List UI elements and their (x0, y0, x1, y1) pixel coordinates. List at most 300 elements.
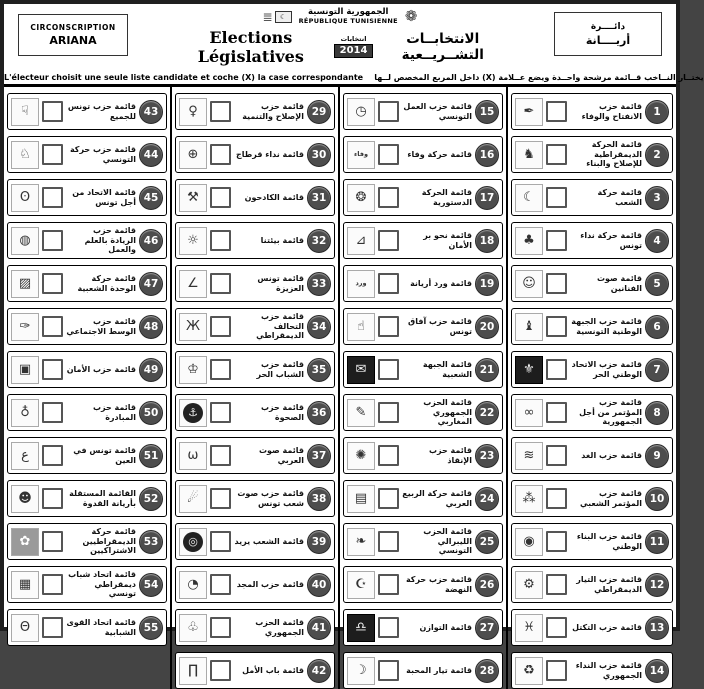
crescent-bird-icon: ☪ (347, 571, 375, 599)
vote-checkbox[interactable] (378, 187, 399, 208)
bird-circle-icon: ✺ (347, 442, 375, 470)
list-name: قائمة حزب صوت شعب تونس (237, 488, 304, 508)
candidate-list-row (7, 179, 167, 216)
list-number-badge: 54 (139, 573, 163, 597)
vote-checkbox[interactable] (378, 617, 399, 638)
bird-emblem-icon: ❂ (347, 184, 375, 212)
list-name: قائمة حزب الأمان (66, 364, 136, 374)
globe-hand-icon: ⊕ (179, 141, 207, 169)
candidate-list-row (511, 93, 673, 130)
voting-instruction (4, 73, 704, 82)
rose-calligraphy-icon: ورد (347, 270, 375, 298)
candidate-list-row (175, 437, 335, 474)
circonscription-name: ARIANA (49, 34, 97, 47)
candidate-list-row (511, 265, 673, 302)
list-name: قائمة حزب حركة التونسي (69, 144, 136, 164)
list-number-badge: 28 (475, 659, 499, 683)
list-name: قائمة الحركة الدستورية (421, 187, 472, 207)
candidate-list-row (7, 351, 167, 388)
candidate-list-row (511, 652, 673, 689)
vote-checkbox[interactable] (378, 144, 399, 165)
list-number-badge: 37 (307, 444, 331, 468)
vote-checkbox[interactable] (210, 488, 231, 509)
list-name: قائمة باب الأمل (242, 665, 304, 675)
republic-title-fr: RÉPUBLIQUE TUNISIENNE (298, 16, 398, 25)
vote-checkbox[interactable] (210, 144, 231, 165)
list-name: قائمة الحزب الجمهوري المغاربي (423, 398, 472, 427)
vote-checkbox[interactable] (546, 574, 567, 595)
inkwell-pen-icon: ✑ (11, 313, 39, 341)
crescent-icon: ☾ (515, 184, 543, 212)
vote-checkbox[interactable] (210, 359, 231, 380)
candidate-list-row (175, 136, 335, 173)
vote-checkbox[interactable] (378, 531, 399, 552)
candidate-list-row (175, 265, 335, 302)
candle-icon: ♝ (515, 313, 543, 341)
vote-checkbox[interactable] (378, 402, 399, 423)
alliance-emblem-icon: Ж (179, 313, 207, 341)
list-name: قائمة صوت الفنانين (596, 273, 642, 293)
badge-year: 2014 (334, 44, 374, 58)
isie-logo-icon: ≣ ☾ (263, 11, 292, 23)
vote-checkbox[interactable] (42, 531, 63, 552)
boat-icon: ⊿ (347, 227, 375, 255)
list-number-badge: 1 (645, 100, 669, 124)
list-name: قائمة حزب آفاق تونس (408, 316, 472, 336)
list-name: قائمة حزب النداء الجمهوري (575, 660, 642, 680)
envelope-icon: ✉ (347, 356, 375, 384)
district-label-ar: دائــــرة (590, 21, 626, 32)
list-name: قائمة حزب الصحوة (260, 402, 304, 422)
vote-checkbox[interactable] (546, 488, 567, 509)
list-number-badge: 9 (645, 444, 669, 468)
list-number-badge: 6 (645, 315, 669, 339)
list-number-badge: 7 (645, 358, 669, 382)
list-number-badge: 36 (307, 401, 331, 425)
vote-checkbox[interactable] (378, 273, 399, 294)
vote-checkbox[interactable] (378, 574, 399, 595)
vote-checkbox[interactable] (210, 230, 231, 251)
vote-checkbox[interactable] (546, 445, 567, 466)
list-name: قائمة حزب المبادرة (92, 402, 136, 422)
fish-icon: ♓ (515, 614, 543, 642)
candidate-list-row (343, 93, 503, 130)
candidate-list-row (175, 523, 335, 560)
list-number-badge: 30 (307, 143, 331, 167)
candidate-list-row (175, 351, 335, 388)
mds-emblem-icon: ✿ (11, 528, 39, 556)
list-number-badge: 51 (139, 444, 163, 468)
list-number-badge: 10 (645, 487, 669, 511)
vote-checkbox[interactable] (210, 187, 231, 208)
light-bulb-icon: ʘ (11, 184, 39, 212)
candidate-list-row (511, 566, 673, 603)
list-number-badge: 8 (645, 401, 669, 425)
plough-icon: ∠ (179, 270, 207, 298)
candidate-list-row (175, 222, 335, 259)
list-number-badge: 34 (307, 315, 331, 339)
tunisia-flag-icon: ☾ (275, 11, 292, 23)
circonscription-box (18, 14, 128, 56)
list-name: قائمة التوازن (419, 622, 472, 632)
list-number-badge: 21 (475, 358, 499, 382)
candidate-list-row (343, 609, 503, 646)
vote-checkbox[interactable] (42, 445, 63, 466)
candidate-lists-grid (4, 87, 676, 680)
list-name: قائمة الحزب الليبرالي التونسي (423, 527, 472, 556)
vote-checkbox[interactable] (42, 316, 63, 337)
head-gears-icon: ☻ (11, 485, 39, 513)
list-number-badge: 42 (307, 659, 331, 683)
people-group-icon: ⁂ (515, 485, 543, 513)
list-name: قائمة اتحاد شباب ديمقراطي تونسي (68, 570, 136, 599)
list-number-badge: 11 (645, 530, 669, 554)
ballot-column-4 (4, 87, 172, 689)
wafa-calligraphy-icon: وفاء (347, 141, 375, 169)
hand-leaf-icon: ☟ (11, 98, 39, 126)
candidate-list-row (343, 480, 503, 517)
vote-checkbox[interactable] (546, 101, 567, 122)
vote-checkbox[interactable] (210, 445, 231, 466)
vote-checkbox[interactable] (210, 101, 231, 122)
list-name: قائمة حركة الربيع العربي (402, 488, 472, 508)
list-number-badge: 40 (307, 573, 331, 597)
vote-checkbox[interactable] (378, 445, 399, 466)
list-number-badge: 35 (307, 358, 331, 382)
vote-checkbox[interactable] (42, 187, 63, 208)
candidate-list-row (343, 351, 503, 388)
list-name: القائمة المستقلة بأريانة القدوة (69, 488, 136, 508)
face-sketch-icon: ☺ (515, 270, 543, 298)
list-name: قائمة حزب حركة النهضة (405, 574, 472, 594)
list-number-badge: 45 (139, 186, 163, 210)
list-name: قائمة نداء قرطاج (235, 149, 304, 159)
list-name: قائمة الحركة الديمقراطية للإصلاح والبناء (586, 140, 642, 169)
vote-checkbox[interactable] (546, 273, 567, 294)
coat-of-arms-icon: ❁ (404, 7, 418, 26)
list-name: قائمة حركة نداء تونس (580, 230, 642, 250)
list-number-badge: 14 (645, 659, 669, 683)
candidate-list-row (7, 566, 167, 603)
list-name: قائمة حزب الإصلاح والتنمية (242, 101, 304, 121)
list-number-badge: 47 (139, 272, 163, 296)
vote-checkbox[interactable] (546, 316, 567, 337)
list-number-badge: 24 (475, 487, 499, 511)
alarm-clock-icon: ◔ (179, 571, 207, 599)
vote-checkbox[interactable] (42, 488, 63, 509)
list-number-badge: 18 (475, 229, 499, 253)
list-name: قائمة تونس في العين (73, 445, 136, 465)
list-name: قائمة اتحاد القوى الشبابية (66, 617, 136, 637)
candidate-list-row (511, 308, 673, 345)
election-2014-badge (334, 36, 374, 58)
list-name: قائمة الاتحاد من أجل تونس (72, 187, 136, 207)
circonscription-label: CIRCONSCRIPTION (30, 23, 116, 32)
eyeglasses-icon: ∞ (515, 399, 543, 427)
list-number-badge: 55 (139, 616, 163, 640)
instruction-fr: L'électeur choisit une seule liste candidate et coche (X) la case correspondante (4, 73, 364, 82)
list-number-badge: 19 (475, 272, 499, 296)
list-number-badge: 27 (475, 616, 499, 640)
candidate-list-row (175, 480, 335, 517)
vote-checkbox[interactable] (210, 402, 231, 423)
crescent-lamp-icon: ☽ (347, 657, 375, 685)
vote-checkbox[interactable] (210, 574, 231, 595)
candidate-list-row (175, 93, 335, 130)
list-number-badge: 25 (475, 530, 499, 554)
vote-checkbox[interactable] (42, 617, 63, 638)
list-number-badge: 32 (307, 229, 331, 253)
globe-eagle-icon: ♁ (11, 399, 39, 427)
candidate-list-row (343, 179, 503, 216)
list-number-badge: 52 (139, 487, 163, 511)
ballot-column-2 (340, 87, 508, 689)
list-number-badge: 41 (307, 616, 331, 640)
election-title-ar: الانتخابــات التشــريــعية (401, 31, 484, 64)
list-name: قائمة صوت العربي (258, 445, 304, 465)
bird-wings-icon: ≋ (515, 442, 543, 470)
list-number-badge: 29 (307, 100, 331, 124)
candidate-list-row (511, 222, 673, 259)
vote-checkbox[interactable] (546, 230, 567, 251)
candidate-list-row (343, 308, 503, 345)
vote-checkbox[interactable] (210, 531, 231, 552)
candidate-list-row (511, 136, 673, 173)
list-name: قائمة حركة الشعب (597, 187, 642, 207)
vote-checkbox[interactable] (546, 359, 567, 380)
candidate-list-row (343, 136, 503, 173)
candidate-list-row (7, 136, 167, 173)
vote-checkbox[interactable] (42, 574, 63, 595)
badge-arabic-text: انتخابات (340, 35, 367, 44)
vote-checkbox[interactable] (546, 187, 567, 208)
candidate-list-row (7, 437, 167, 474)
candidate-list-row (7, 480, 167, 517)
candidate-list-row (7, 93, 167, 130)
candidate-list-row (7, 394, 167, 431)
list-number-badge: 39 (307, 530, 331, 554)
hammer-tools-icon: ⚒ (179, 184, 207, 212)
palm-tree-icon: ♣ (515, 227, 543, 255)
horse-icon: ♘ (11, 141, 39, 169)
vote-checkbox[interactable] (378, 488, 399, 509)
candidate-list-row (7, 308, 167, 345)
election-title-fr: Elections Législatives (197, 28, 304, 67)
candidate-list-row (343, 437, 503, 474)
list-name: قائمة حزب المؤتمر الشعبي (579, 488, 642, 508)
list-number-badge: 15 (475, 100, 499, 124)
hatch-lines-icon: ▨ (11, 270, 39, 298)
list-number-badge: 31 (307, 186, 331, 210)
candidate-list-row (175, 394, 335, 431)
computer-mouse-icon: Θ (11, 614, 39, 642)
list-name: قائمة حزب الاتحاد الوطني الحر (571, 359, 642, 379)
list-name: قائمة تيار المحبة (406, 665, 472, 675)
list-name: قائمة حزب الغد (581, 450, 642, 460)
gate-icon: ∏ (179, 657, 207, 685)
list-name: قائمة حزب الإنقاذ (428, 445, 472, 465)
vote-checkbox[interactable] (42, 144, 63, 165)
candidate-list-row (175, 566, 335, 603)
vote-checkbox[interactable] (210, 273, 231, 294)
list-number-badge: 22 (475, 401, 499, 425)
candidate-list-row (511, 523, 673, 560)
list-name: قائمة حزب المؤتمر من أجل الجمهورية (579, 398, 642, 427)
vote-checkbox[interactable] (546, 617, 567, 638)
republic-title-ar: الجمهورية التونسية (308, 7, 389, 17)
list-name: قائمة الحزب الجمهوري (255, 617, 304, 637)
list-number-badge: 13 (645, 616, 669, 640)
candidate-list-row (343, 523, 503, 560)
list-name: قائمة الجبهة الشعبية (422, 359, 472, 379)
square-emblem-icon: ▣ (11, 356, 39, 384)
candidate-list-row (175, 179, 335, 216)
ballot-column-3 (172, 87, 340, 689)
tunisia-map-icon: ◍ (11, 227, 39, 255)
khomsa-hand-icon: ☝ (347, 313, 375, 341)
list-name: قائمة حركة الديمقراطيين الاشتراكيين (82, 527, 136, 556)
list-name: قائمة حزب التكتل (572, 622, 642, 632)
list-number-badge: 5 (645, 272, 669, 296)
candidate-list-row (7, 222, 167, 259)
vote-checkbox[interactable] (210, 316, 231, 337)
list-name: قائمة حزب الانفتاح والوفاء (581, 101, 642, 121)
list-name: قائمة حزب الشباب الحر (256, 359, 304, 379)
vote-checkbox[interactable] (42, 273, 63, 294)
banner-icon: ▤ (347, 485, 375, 513)
plant-sun-icon: ☼ (179, 227, 207, 255)
list-number-badge: 49 (139, 358, 163, 382)
list-number-badge: 12 (645, 573, 669, 597)
key-icon: ♀ (179, 98, 207, 126)
list-name: قائمة حزب الريادة بالعلم والعمل (84, 226, 136, 255)
list-name: قائمة حزب تونس للجميع (67, 101, 136, 121)
candidate-list-row (511, 179, 673, 216)
recycle-arrows-icon: ♻ (515, 657, 543, 685)
satellite-dish-icon: ☄ (179, 485, 207, 513)
list-name: قائمة حزب الجبهة الوطنية التونسية (571, 316, 642, 336)
district-box-ar (554, 12, 662, 56)
tree-icon: ♧ (179, 614, 207, 642)
candidate-list-row (7, 609, 167, 646)
candidate-list-row (175, 609, 335, 646)
vote-checkbox[interactable] (42, 402, 63, 423)
instruction-ar: يختــار النــاخب قــائمة مرشحة واحــدة ويضع عــلامة (X) داخل المربع المخصص لــها (374, 73, 704, 82)
mosaic-tiles-icon: ▦ (11, 571, 39, 599)
vote-checkbox[interactable] (378, 359, 399, 380)
microphone-circle-icon: ◎ (179, 528, 207, 556)
crown-emblem-icon: ♔ (179, 356, 207, 384)
list-number-badge: 48 (139, 315, 163, 339)
vote-checkbox[interactable] (42, 359, 63, 380)
list-number-badge: 2 (645, 143, 669, 167)
vote-checkbox[interactable] (546, 660, 567, 681)
list-number-badge: 23 (475, 444, 499, 468)
clock-icon: ◷ (347, 98, 375, 126)
vote-checkbox[interactable] (378, 101, 399, 122)
list-name: قائمة حركة وفاء (407, 149, 472, 159)
eye-calligraphy-icon: ع (11, 442, 39, 470)
candidate-list-row (175, 652, 335, 689)
candidate-list-row (511, 480, 673, 517)
list-number-badge: 20 (475, 315, 499, 339)
candidate-list-row (511, 609, 673, 646)
list-name: قائمة تونس العزيزة (257, 273, 304, 293)
ballot-column-1 (508, 87, 676, 689)
header-center (175, 4, 505, 66)
list-name: قائمة ورد أريانة (410, 278, 472, 288)
vote-checkbox[interactable] (546, 144, 567, 165)
vote-checkbox[interactable] (42, 101, 63, 122)
round-emblem-icon: ◉ (515, 528, 543, 556)
candidate-list-row (511, 437, 673, 474)
scales-icon: ♎ (347, 614, 375, 642)
list-name: قائمة حزب الوسط الاجتماعي (66, 316, 136, 336)
anchor-icon: ⚓ (179, 399, 207, 427)
list-number-badge: 53 (139, 530, 163, 554)
list-number-badge: 17 (475, 186, 499, 210)
vote-checkbox[interactable] (210, 617, 231, 638)
candidate-list-row (7, 265, 167, 302)
vote-checkbox[interactable] (378, 316, 399, 337)
list-number-badge: 26 (475, 573, 499, 597)
fountain-pen-icon: ✎ (347, 399, 375, 427)
candidate-list-row (511, 394, 673, 431)
list-name: قائمة بيئتنا (260, 235, 304, 245)
district-name-ar: أريــــانة (585, 33, 631, 47)
quill-pen-icon: ✒ (515, 98, 543, 126)
candidate-list-row (175, 308, 335, 345)
ballot-header (4, 4, 704, 87)
list-number-badge: 50 (139, 401, 163, 425)
vote-checkbox[interactable] (210, 660, 231, 681)
list-number-badge: 4 (645, 229, 669, 253)
open-book-icon: ω (179, 442, 207, 470)
vote-checkbox[interactable] (378, 660, 399, 681)
list-name: قائمة حزب التحالف الديمقراطي (256, 312, 304, 341)
list-number-badge: 46 (139, 229, 163, 253)
list-name: قائمة الكادحون (244, 192, 304, 202)
list-number-badge: 44 (139, 143, 163, 167)
candidate-list-row (343, 222, 503, 259)
list-name: قائمة حزب المجد (236, 579, 304, 589)
list-name: قائمة حزب البناء الوطني (576, 531, 642, 551)
bicycle-icon: ⚙ (515, 571, 543, 599)
eagle-icon: ⚜ (515, 356, 543, 384)
vote-checkbox[interactable] (42, 230, 63, 251)
dove-icon: ❧ (347, 528, 375, 556)
vote-checkbox[interactable] (546, 531, 567, 552)
list-name: قائمة حزب العمل التونسي (403, 101, 472, 121)
vote-checkbox[interactable] (378, 230, 399, 251)
gazelle-icon: ♞ (515, 141, 543, 169)
list-number-badge: 3 (645, 186, 669, 210)
candidate-list-row (511, 351, 673, 388)
list-name: قائمة نحو بر الأمان (423, 230, 472, 250)
list-name: قائمة حزب التيار الديمقراطي (576, 574, 642, 594)
list-number-badge: 38 (307, 487, 331, 511)
candidate-list-row (7, 523, 167, 560)
vote-checkbox[interactable] (546, 402, 567, 423)
candidate-list-row (343, 566, 503, 603)
list-number-badge: 43 (139, 100, 163, 124)
list-number-badge: 33 (307, 272, 331, 296)
candidate-list-row (343, 652, 503, 689)
candidate-list-row (343, 394, 503, 431)
candidate-list-row (343, 265, 503, 302)
list-name: قائمة الشعب يريد (234, 536, 304, 546)
list-number-badge: 16 (475, 143, 499, 167)
